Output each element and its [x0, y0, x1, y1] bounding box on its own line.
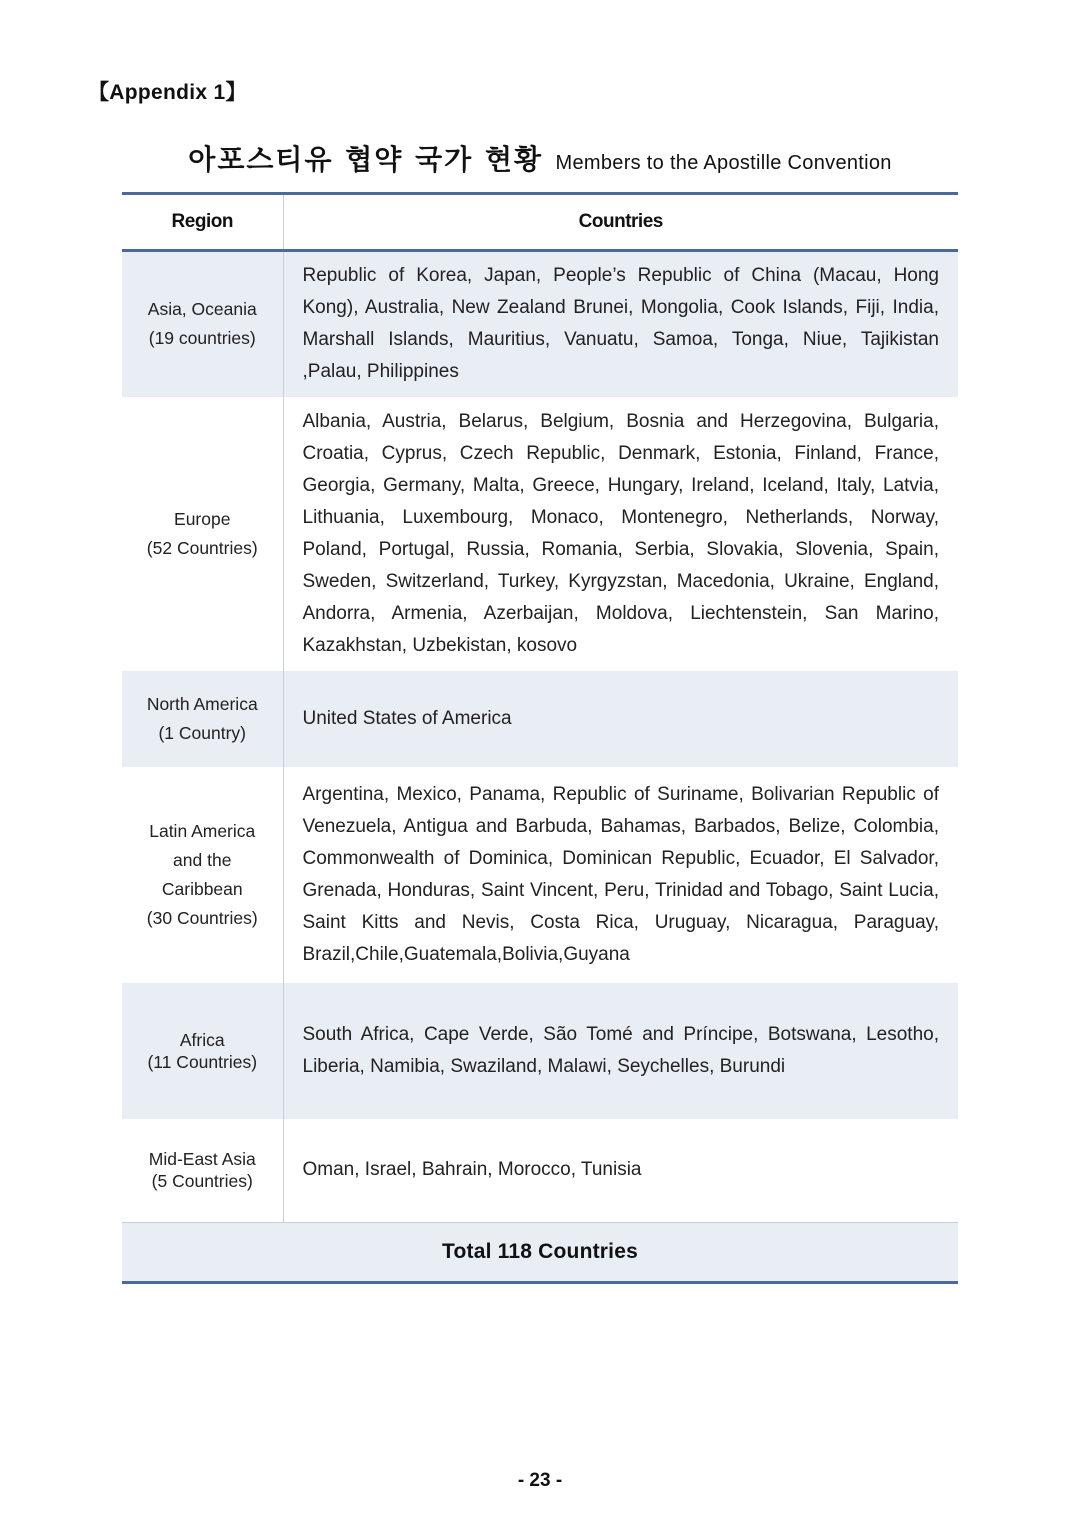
region-name-line-2: and the	[173, 849, 232, 870]
table-row-north-america	[122, 671, 958, 767]
region-name-line-3: Caribbean	[161, 878, 243, 899]
appendix-label: 【Appendix 1】	[88, 81, 247, 104]
title-korean: 아포스티유 협약 국가 현황	[188, 143, 544, 176]
region-cell	[122, 251, 283, 397]
table-row-mid-east-asia	[122, 1119, 958, 1223]
header-region: Region	[122, 194, 283, 251]
table-row-asia-oceania	[122, 251, 958, 397]
table-total-row	[122, 1223, 958, 1283]
region-name: Europe	[174, 508, 231, 529]
region-cell	[122, 671, 283, 767]
table-row-europe	[122, 397, 958, 671]
region-name-line-1: Latin America	[149, 820, 256, 841]
region-count: (52 Countries)	[146, 537, 258, 558]
countries-cell: Republic of Korea, Japan, People’s Republic of China (Macau, Hong Kong), Australia, New Zealand Brunei, Mongolia, Cook Islands, Fiji, India, Marshall Islands, Mauritius, Vanuatu, Samoa, Tonga, Niue, Tajikistan ,Palau, Philippines	[283, 251, 958, 397]
region-cell	[122, 1119, 283, 1223]
region-cell	[122, 397, 283, 671]
header-countries: Countries	[283, 194, 958, 251]
countries-cell: United States of America	[283, 671, 958, 767]
region-count: (5 Countries)	[151, 1171, 253, 1192]
region-name: North America	[146, 693, 258, 714]
region-count: (11 Countries)	[147, 1051, 258, 1072]
countries-cell: South Africa, Cape Verde, São Tomé and Príncipe, Botswana, Lesotho, Liberia, Namibia, Swaziland, Malawi, Seychelles, Burundi	[283, 983, 958, 1119]
region-cell	[122, 767, 283, 983]
page-title	[122, 138, 958, 178]
members-table	[122, 192, 958, 1284]
region-name: Asia, Oceania	[147, 299, 257, 320]
table-row-africa	[122, 983, 958, 1119]
countries-cell: Oman, Israel, Bahrain, Morocco, Tunisia	[302, 1159, 642, 1181]
page-number: - 23 -	[517, 1470, 563, 1491]
title-english: Members to the Apostille Convention	[555, 152, 892, 174]
region-name: Mid-East Asia	[148, 1149, 256, 1170]
table-header-row	[122, 194, 958, 251]
region-cell	[122, 983, 283, 1119]
table-row-latin-america	[122, 767, 958, 983]
region-count: (19 countries)	[148, 328, 256, 349]
region-name: Africa	[179, 1029, 225, 1050]
region-count: (1 Country)	[158, 722, 247, 743]
region-count: (30 Countries)	[146, 907, 258, 928]
countries-cell: Argentina, Mexico, Panama, Republic of Suriname, Bolivarian Republic of Venezuela, Antigua and Barbuda, Bahamas, Barbados, Belize, Colombia, Commonwealth of Dominica, Dominican Republic, Ecuador, El Salvador, Grenada, Honduras, Saint Vincent, Peru, Trinidad and Tobago, Saint Lucia, Saint Kitts and Nevis, Costa Rica, Uruguay, Nicaragua, Paraguay, Brazil,Chile,Guatemala,Bolivia,Guyana	[302, 783, 939, 965]
countries-cell: Albania, Austria, Belarus, Belgium, Bosnia and Herzegovina, Bulgaria, Croatia, Cyprus, Czech Republic, Denmark, Estonia, Finland, France, Georgia, Germany, Malta, Greece, Hungary, Ireland, Iceland, Italy, Latvia, Lithuania, Luxembourg, Monaco, Montenegro, Netherlands, Norway, Poland, Portugal, Russia, Romania, Serbia, Slovakia, Slovenia, Spain, Sweden, Switzerland, Turkey, Kyrgyzstan, Macedonia, Ukraine, England, Andorra, Armenia, Azerbaijan, Moldova, Liechtenstein, San Marino, Kazakhstan, Uzbekistan, kosovo	[302, 410, 939, 656]
total-count: Total 118 Countries	[122, 1223, 958, 1283]
